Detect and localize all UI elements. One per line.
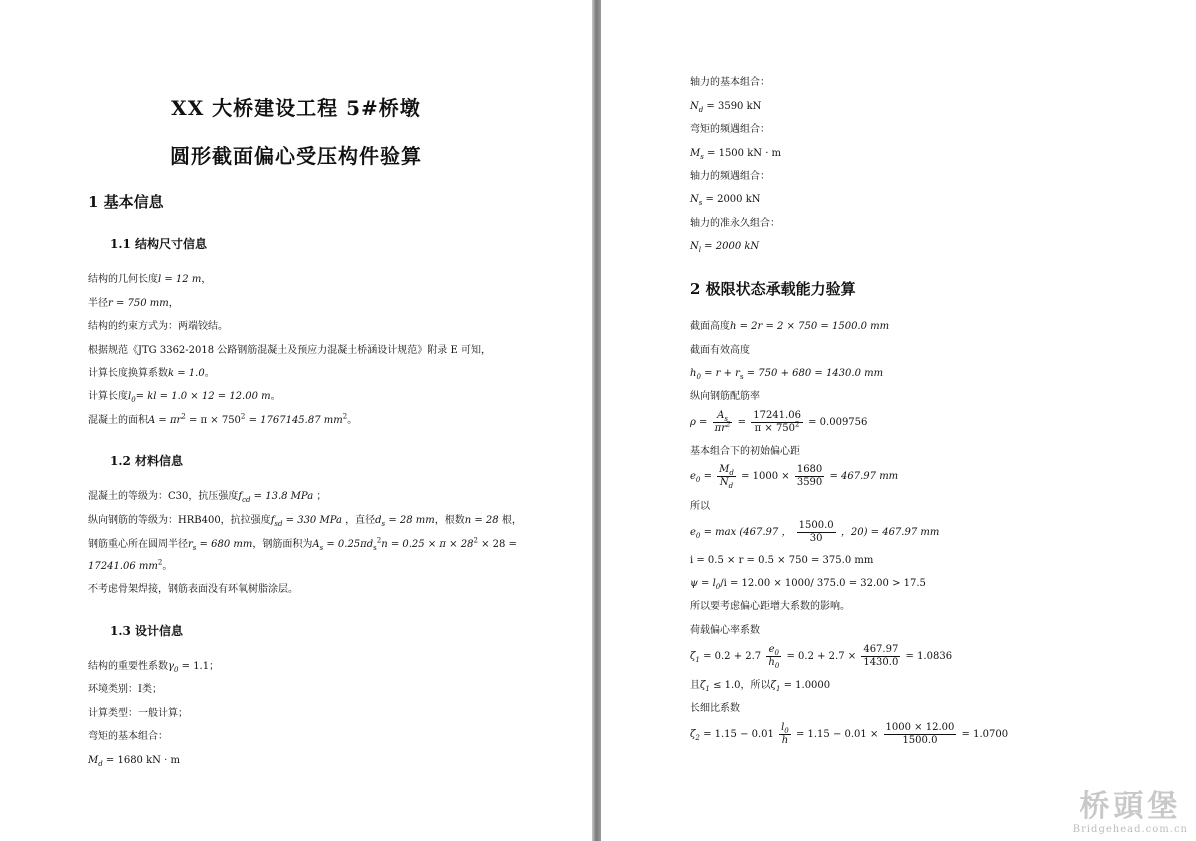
formula-initial-eccentricity: $e_0$ = $\frac{M_d}{N_d}$ = 1000 × $\frac{1680}{3590}$ = 467.97 mm [690,464,899,490]
section-heading-materials: 1.2 材料信息 [110,454,184,468]
text-rebar-area: 钢筋重心所在圆周半径$r_s = 680$ mm，钢筋面积为$A_s = 0.25\pi d_s^2n = 0.25 \times \pi \times 28^2 \times 28$ = [88,536,517,552]
text-slenderness-factor-label: 长细比系数 [690,703,740,714]
formula-rebar-ratio: ρ = $\frac{A_s}{\pi r^2}$ = $\frac{17241.06}{\pi \times 750^2}$ = 0.009756 [690,410,868,434]
text-rebar-area-value: 17241.06 $mm^2$。 [88,558,173,572]
page-gutter [592,0,601,841]
text-environment: 环境类别：Ⅰ类； [88,684,162,695]
watermark-logo [1073,790,1188,835]
formula-zeta2: $\zeta_2 = 1.15 - 0.01$ $\frac{l_0}{h}$ = 1.15 − 0.01 × $\frac{1000 \times 12.00}{1500.0}$ = 1.0700 [690,722,1009,746]
text-radius: 半径r = 750 mm， [88,298,179,309]
text-axial-permanent-value: $N_l = 2000$ kN [690,241,760,254]
text-calc-type: 计算类型：一般计算； [88,708,188,719]
text-moment-basic-value: $M_d = 1680$ kN · m [88,755,180,768]
section-heading-basic-info: 1 基本信息 [88,193,164,211]
section-heading-design: 1.3 设计信息 [110,624,184,638]
text-initial-eccentricity-label: 基本组合下的初始偏心距 [690,446,800,457]
text-axial-frequent-label: 轴力的频遇组合： [690,171,770,182]
formula-slenderness: $\psi = l_0/i = 12.00 \times 1000/$ 375.0 = 32.00 > 17.5 [690,578,926,591]
document-page-right [601,0,1196,841]
text-axial-basic-value: $N_d = 3590$ kN [690,101,762,114]
text-constraint: 结构的约束方式为：两端铰结。 [88,321,228,332]
text-moment-frequent-label: 弯矩的频遇组合： [690,124,770,135]
watermark-url: Bridgehead.com.cn [1072,824,1188,835]
text-geometric-length: 结构的几何长度l = 12 m， [88,274,212,285]
text-load-eccentricity-label: 荷载偏心率系数 [690,625,760,636]
text-rebar-grade: 纵向钢筋的等级为：HRB400，抗拉强度$f_{sd} = 330$ MPa ，直径$d_s = 28$ mm，根数n = 28 根， [88,515,522,528]
formula-radius-gyration: i = 0.5 × r = 0.5 × 750 = 375.0 mm [690,555,874,566]
text-moment-basic-label: 弯矩的基本组合： [88,731,168,742]
watermark-text: 桥頭堡 [1079,789,1182,824]
text-importance-factor: 结构的重要性系数$\gamma_0 = 1.1$； [88,661,220,674]
text-axial-basic-label: 轴力的基本组合： [690,77,770,88]
formula-eccentricity-max: $e_0 = \max (467.97$ ， $\frac{1500.0}{30}$ ，20) = 467.97 mm [690,520,940,544]
document-subtitle: 圆形截面偏心受压构件验算 [170,144,422,168]
text-rebar-note: 不考虑骨架焊接，钢筋表面没有环氧树脂涂层。 [88,584,298,595]
document-title: XX 大桥建设工程 5#桥墩 [171,96,421,120]
section-heading-dimensions: 1.1 结构尺寸信息 [110,237,208,251]
text-section-height: 截面高度h = 2r = 2 × 750 = 1500.0 mm [690,321,890,332]
text-concrete-area: 混凝土的面积$A = \pi r^2 = \pi \times 750^2 = 1767145.87$ $mm^2$。 [88,412,358,426]
text-consider-amplification: 所以要考虑偏心距增大系数的影响。 [690,601,850,612]
text-code-reference: 根据规范《JTG 3362-2018 公路钢筋混凝土及预应力混凝土桥涵设计规范》附录 E 可知， [88,345,491,356]
text-effective-height: $h_0 = r + r_s = 750 + 680 = 1430.0$ mm [690,368,884,381]
text-length-factor: 计算长度换算系数k = 1.0。 [88,368,215,379]
section-heading-ultimate-limit: 2 极限状态承载能力验算 [690,280,856,298]
text-therefore: 所以 [690,501,710,512]
text-calc-length: 计算长度$l_0=$ kl = 1.0 × 12 = 12.00 m。 [88,391,281,404]
text-rebar-ratio-label: 纵向钢筋配筋率 [690,391,760,402]
text-moment-frequent-value: $M_s = 1500$ kN · m [690,148,782,161]
text-axial-frequent-value: $N_s = 2000$ kN [690,194,761,207]
formula-zeta1: $\zeta_1 = 0.2 + 2.7$ $\frac{e_0}{h_0}$ = 0.2 + 2.7 × $\frac{467.97}{1430.0}$ = 1.0836 [690,644,953,670]
text-effective-height-label: 截面有效高度 [690,345,750,356]
text-zeta1-limit: 且$\zeta_1 \le 1.0$，所以$\zeta_1 = 1.0000$ [690,680,831,693]
document-page-left [0,0,592,841]
text-concrete-grade: 混凝土的等级为：C30，抗压强度$f_{cd} = 13.8$ MPa ； [88,491,327,504]
text-axial-permanent-label: 轴力的准永久组合： [690,218,780,229]
